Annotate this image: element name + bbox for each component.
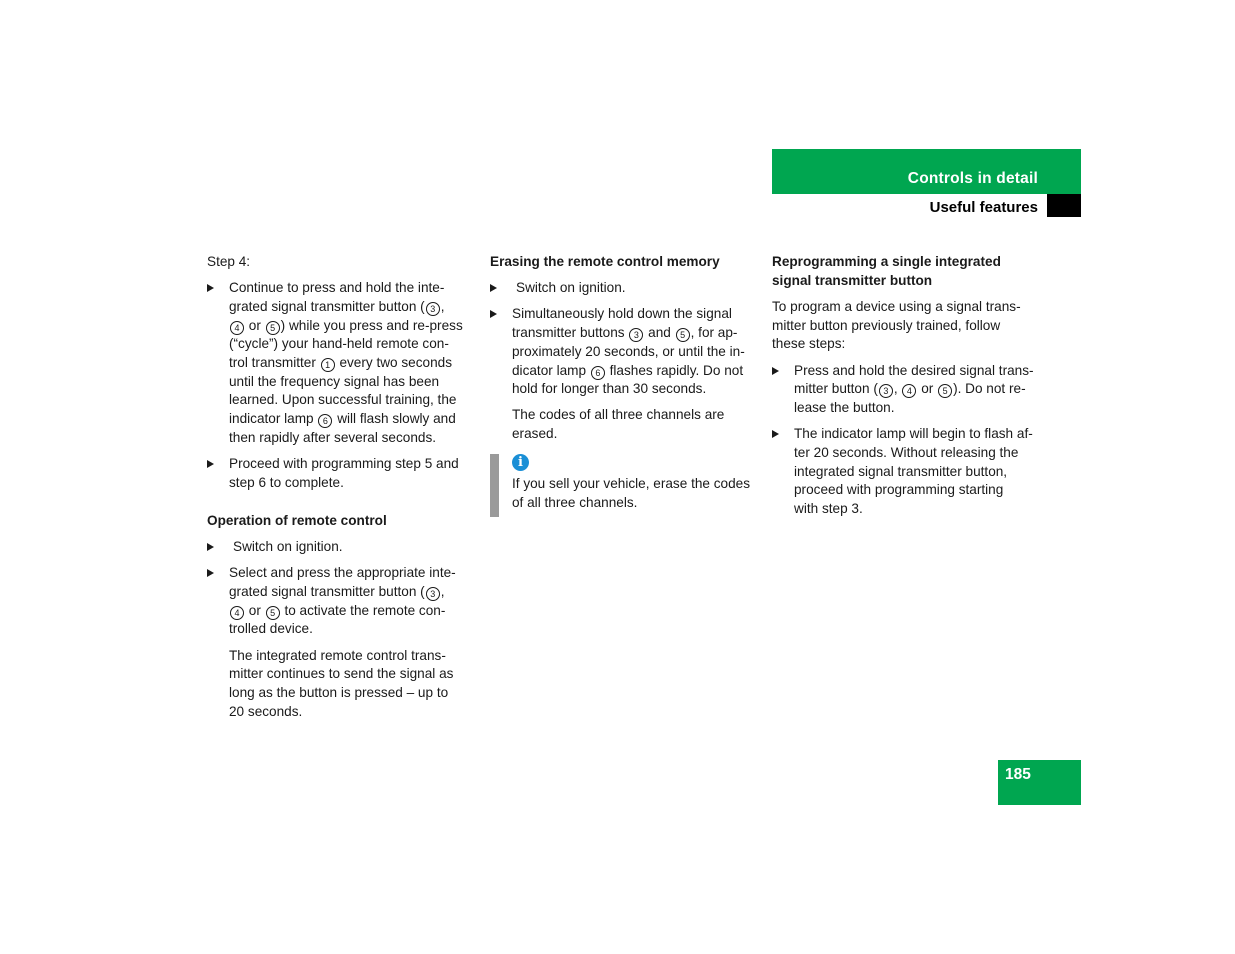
header-marker xyxy=(1047,194,1081,217)
list-item xyxy=(490,305,758,399)
text-line: long as the button is pressed – up to xyxy=(229,685,449,701)
text-line: transmitter buttons 3 and 5 , for ap- xyxy=(512,325,738,341)
text-line: The indicator lamp will begin to flash af- xyxy=(794,426,1033,442)
paragraph xyxy=(772,298,1042,354)
section-header xyxy=(772,149,1081,194)
text-line: lease the button. xyxy=(794,399,895,415)
bullet-arrow-icon xyxy=(772,430,779,438)
callout-4: 4 xyxy=(902,384,916,398)
list-item xyxy=(772,425,1042,519)
bullet-arrow-icon xyxy=(207,284,214,292)
list-item xyxy=(207,538,472,557)
text-line: these steps: xyxy=(772,336,846,352)
callout-3: 3 xyxy=(426,302,440,316)
bullet-arrow-icon xyxy=(207,569,214,577)
text-line: Reprogramming a single integrated xyxy=(772,254,1001,269)
text-line: with step 3. xyxy=(794,500,863,516)
text-line: mitter button previously trained, follow xyxy=(772,317,1001,333)
callout-5: 5 xyxy=(266,606,280,620)
subsection-title: Useful features xyxy=(929,199,1038,216)
text-line: then rapidly after several seconds. xyxy=(229,429,437,445)
heading-operation: Operation of remote control xyxy=(207,512,387,528)
text-line: Continue to press and hold the inte- xyxy=(229,280,445,296)
paragraph xyxy=(490,406,758,443)
callout-6: 6 xyxy=(591,366,605,380)
text-line: trol transmitter 1 every two seconds xyxy=(229,355,453,371)
text-line: Press and hold the desired signal trans- xyxy=(794,362,1034,378)
heading-reprogramming xyxy=(772,253,1042,290)
text-line: ter 20 seconds. Without releasing the xyxy=(794,444,1019,460)
step-label: Step 4: xyxy=(207,254,251,269)
text-line: Switch on ignition. xyxy=(233,539,343,555)
text-line: dicator lamp 6 flashes rapidly. Do not xyxy=(512,362,744,378)
page-number-box xyxy=(998,760,1081,805)
text-line: The codes of all three channels are xyxy=(512,407,725,423)
text-line: To program a device using a signal trans- xyxy=(772,298,1021,314)
list-item xyxy=(207,279,472,447)
text-line: learned. Upon successful training, the xyxy=(229,392,457,408)
list-item xyxy=(207,455,472,492)
text-line: of all three channels. xyxy=(512,494,638,510)
heading-erasing: Erasing the remote control memory xyxy=(490,254,720,269)
callout-3: 3 xyxy=(879,384,893,398)
page-number: 185 xyxy=(1005,766,1031,783)
text-line: erased. xyxy=(512,426,558,442)
info-icon: i xyxy=(512,454,529,471)
bullet-arrow-icon xyxy=(490,310,497,318)
bullet-arrow-icon xyxy=(490,284,497,292)
callout-1: 1 xyxy=(321,358,335,372)
text-line: integrated signal transmitter button, xyxy=(794,463,1008,479)
text-line: mitter button ( 3 , 4 or 5 ). Do not re- xyxy=(794,381,1026,397)
text-line: Select and press the appropriate inte- xyxy=(229,565,456,581)
text-line: 20 seconds. xyxy=(229,703,303,719)
paragraph xyxy=(207,647,472,722)
callout-5: 5 xyxy=(938,384,952,398)
column-right xyxy=(772,253,1042,526)
text-line: grated signal transmitter button ( 3 , xyxy=(229,298,445,314)
bullet-arrow-icon xyxy=(772,367,779,375)
text-line: until the frequency signal has been xyxy=(229,373,440,389)
callout-4: 4 xyxy=(230,321,244,335)
text-line: proximately 20 seconds, or until the in- xyxy=(512,343,745,359)
list-item xyxy=(772,362,1042,418)
info-note xyxy=(490,454,758,512)
text-line: indicator lamp 6 will flash slowly and xyxy=(229,411,456,427)
callout-6: 6 xyxy=(318,414,332,428)
text-line: Proceed with programming step 5 and step 6 to complete. xyxy=(229,456,459,490)
text-line: If you sell your vehicle, erase the codes xyxy=(512,475,751,491)
text-line: grated signal transmitter button ( 3 , xyxy=(229,584,445,600)
note-bar xyxy=(490,454,499,517)
callout-3: 3 xyxy=(426,587,440,601)
text-line: The integrated remote control trans- xyxy=(229,647,446,663)
text-line: proceed with programming starting xyxy=(794,482,1004,498)
text-line: trolled device. xyxy=(229,621,313,637)
text-line: (“cycle”) your hand-held remote con- xyxy=(229,336,449,352)
bullet-arrow-icon xyxy=(207,543,214,551)
text-line: hold for longer than 30 seconds. xyxy=(512,381,707,397)
list-item xyxy=(490,279,758,298)
callout-5: 5 xyxy=(266,321,280,335)
callout-4: 4 xyxy=(230,606,244,620)
text-line: signal transmitter button xyxy=(772,272,933,288)
text-line: mitter continues to send the signal as xyxy=(229,666,454,682)
list-item xyxy=(207,564,472,639)
text-line: 4 or 5 to activate the remote con- xyxy=(229,602,472,621)
column-left xyxy=(207,253,472,729)
text-line: 4 or 5 ) while you press and re-press xyxy=(229,317,472,336)
text-line: Simultaneously hold down the signal xyxy=(512,306,732,322)
callout-3: 3 xyxy=(629,328,643,342)
callout-5: 5 xyxy=(676,328,690,342)
text-line: Switch on ignition. xyxy=(516,280,626,296)
column-middle xyxy=(490,253,758,512)
bullet-arrow-icon xyxy=(207,460,214,468)
section-title: Controls in detail xyxy=(907,170,1038,187)
